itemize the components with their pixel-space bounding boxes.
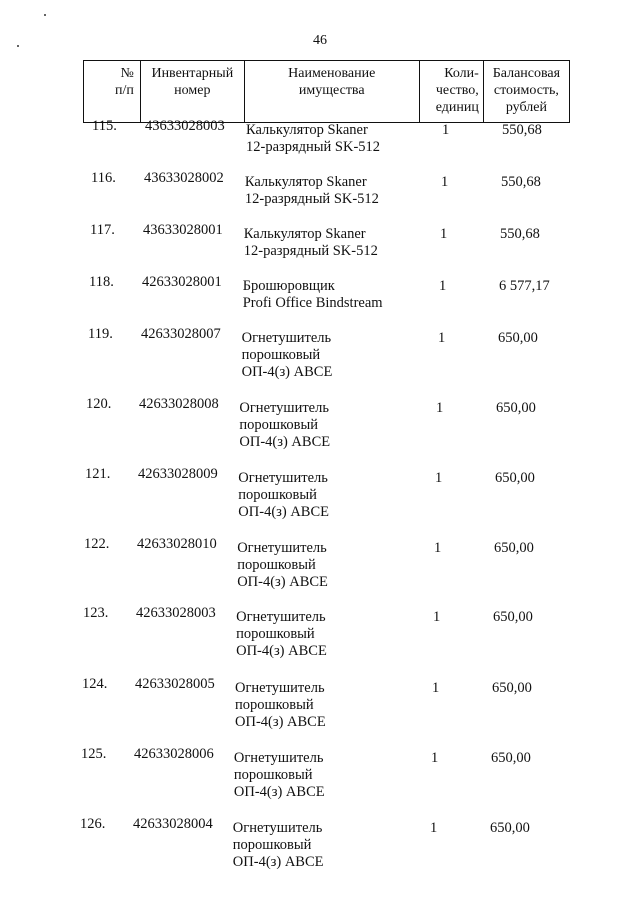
- balance-cost: 550,68: [502, 122, 542, 138]
- inventory-number: 43633028001: [143, 222, 223, 238]
- property-name: Огнетушитель порошковый ОП-4(з) АВСЕ: [235, 680, 326, 730]
- header-no: № п/п: [84, 61, 141, 123]
- header-inventory-number: Инвентарный номер: [140, 61, 244, 123]
- balance-cost: 650,00: [494, 540, 534, 556]
- row-number: 120.: [86, 396, 112, 412]
- property-name: Огнетушитель порошковый ОП-4(з) АВСЕ: [233, 750, 325, 800]
- balance-cost: 550,68: [501, 174, 541, 190]
- inventory-number: 43633028003: [145, 118, 225, 134]
- header-property-name: Наименование имущества: [244, 61, 419, 123]
- property-name: Огнетушитель порошковый ОП-4(з) АВСЕ: [239, 400, 331, 450]
- header-quantity: Коли- чество, единиц: [419, 61, 483, 123]
- property-name: Огнетушитель порошковый ОП-4(з) АВСЕ: [237, 540, 328, 590]
- balance-cost: 650,00: [493, 609, 533, 625]
- quantity: 1: [431, 750, 439, 766]
- balance-cost: 650,00: [498, 330, 538, 346]
- inventory-number: 42633028007: [141, 326, 221, 342]
- row-number: 121.: [85, 466, 111, 482]
- quantity: 1: [442, 122, 450, 138]
- property-name: Огнетушитель порошковый ОП-4(з) АВСЕ: [241, 330, 333, 380]
- quantity: 1: [433, 609, 441, 625]
- quantity: 1: [438, 330, 446, 346]
- quantity: 1: [440, 226, 448, 242]
- property-name: Брошюровщик Profi Office Bindstream: [242, 278, 383, 311]
- row-number: 122.: [84, 536, 110, 552]
- inventory-number: 42633028004: [133, 816, 213, 832]
- balance-cost: 650,00: [490, 820, 530, 836]
- property-name: Калькулятор Skaner 12-разрядный SK-512: [244, 174, 379, 207]
- quantity: 1: [441, 174, 449, 190]
- inventory-number: 42633028008: [139, 396, 219, 412]
- header-balance-cost: Балансовая стоимость, рублей: [483, 61, 569, 123]
- scan-speck: [44, 14, 46, 16]
- quantity: 1: [435, 470, 443, 486]
- row-number: 118.: [89, 274, 114, 290]
- property-name: Калькулятор Skaner 12-разрядный SK-512: [246, 122, 381, 155]
- inventory-number: 42633028009: [138, 466, 218, 482]
- inventory-number: 42633028005: [135, 676, 215, 692]
- inventory-number: 42633028006: [134, 746, 214, 762]
- inventory-number: 42633028001: [142, 274, 222, 290]
- row-number: 119.: [88, 326, 113, 342]
- row-number: 116.: [91, 170, 116, 186]
- balance-cost: 650,00: [496, 400, 536, 416]
- row-number: 126.: [80, 816, 106, 832]
- quantity: 1: [436, 400, 444, 416]
- row-number: 125.: [81, 746, 107, 762]
- page-number: 46: [313, 33, 327, 48]
- balance-cost: 650,00: [491, 750, 531, 766]
- quantity: 1: [439, 278, 447, 294]
- property-name: Огнетушитель порошковый ОП-4(з) АВСЕ: [236, 609, 327, 659]
- inventory-number: 43633028002: [144, 170, 224, 186]
- row-number: 117.: [90, 222, 115, 238]
- property-name: Огнетушитель порошковый ОП-4(з) АВСЕ: [232, 820, 324, 870]
- balance-cost: 650,00: [492, 680, 532, 696]
- property-name: Огнетушитель порошковый ОП-4(з) АВСЕ: [238, 470, 329, 520]
- quantity: 1: [434, 540, 442, 556]
- balance-cost: 6 577,17: [499, 278, 550, 294]
- inventory-number: 42633028003: [136, 605, 216, 621]
- row-number: 115.: [92, 118, 117, 134]
- balance-cost: 650,00: [495, 470, 535, 486]
- header-row: [84, 61, 570, 123]
- quantity: 1: [432, 680, 440, 696]
- property-name: Калькулятор Skaner 12-разрядный SK-512: [243, 226, 378, 259]
- inventory-table-header: [83, 60, 570, 123]
- inventory-number: 42633028010: [137, 536, 217, 552]
- row-number: 123.: [83, 605, 109, 621]
- quantity: 1: [430, 820, 438, 836]
- row-number: 124.: [82, 676, 108, 692]
- balance-cost: 550,68: [500, 226, 540, 242]
